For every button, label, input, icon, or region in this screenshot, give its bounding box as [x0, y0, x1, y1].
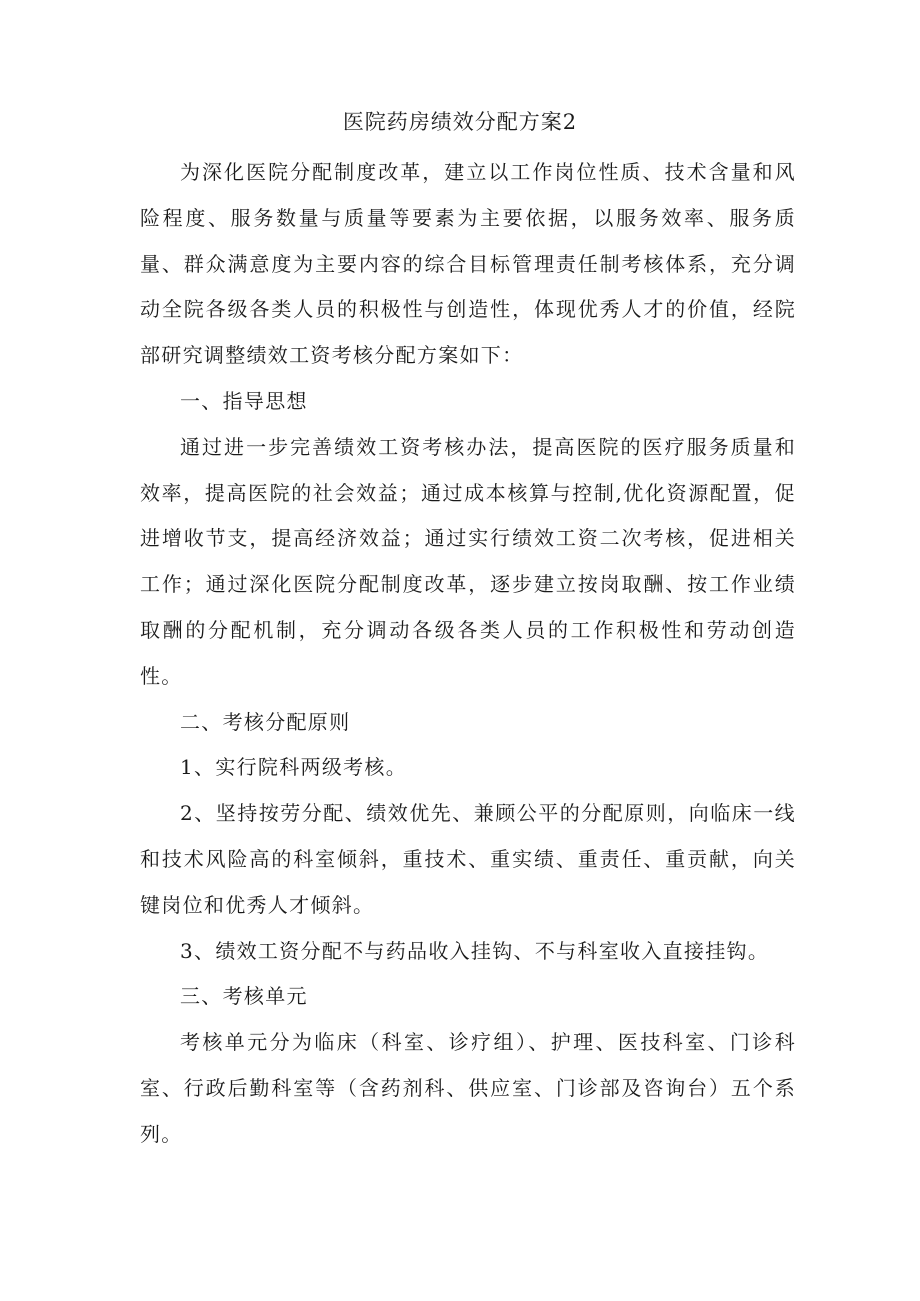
section-heading-assessment-units: 三、考核单元 — [180, 984, 308, 1009]
intro-paragraph: 为深化医院分配制度改革，建立以工作岗位性质、技术含量和风险程度、服务数量与质量等要素为主要依据，以服务效率、服务质量、群众满意度为主要内容的综合目标管理责任制考核体系，充分调动全院各级各类人员的积极性与创造性，体现优秀人才的价值，经院部研究调整绩效工资考核分配方案如下： — [140, 160, 796, 368]
assessment-units-paragraph: 考核单元分为临床（科室、诊疗组）、护理、医技科室、门诊科室、行政后勤科室等（含药剂科、供应室、门诊部及咨询台）五个系列。 — [140, 1030, 796, 1146]
principle-item-3: 3、绩效工资分配不与药品收入挂钩、不与科室收入直接挂钩。 — [180, 938, 770, 963]
guiding-ideology-paragraph: 通过进一步完善绩效工资考核办法，提高医院的医疗服务质量和效率，提高医院的社会效益；通过成本核算与控制,优化资源配置，促进增收节支，提高经济效益；通过实行绩效工资二次考核，促进相关工作；通过深化医院分配制度改革，逐步建立按岗取酬、按工作业绩取酬的分配机制，充分调动各级各类人员的工作积极性和劳动创造性。 — [140, 434, 796, 688]
section-heading-distribution-principles: 二、考核分配原则 — [180, 709, 351, 734]
document-body — [140, 150, 796, 1158]
principle-item-2: 2、坚持按劳分配、绩效优先、兼顾公平的分配原则，向临床一线和技术风险高的科室倾斜，重技术、重实绩、重责任、重贡献，向关键岗位和优秀人才倾斜。 — [140, 801, 796, 917]
principle-item-1: 1、实行院科两级考核。 — [180, 755, 408, 780]
document-title: 医院药房绩效分配方案2 — [342, 110, 578, 134]
section-heading-guiding-ideology: 一、指导思想 — [180, 388, 308, 413]
